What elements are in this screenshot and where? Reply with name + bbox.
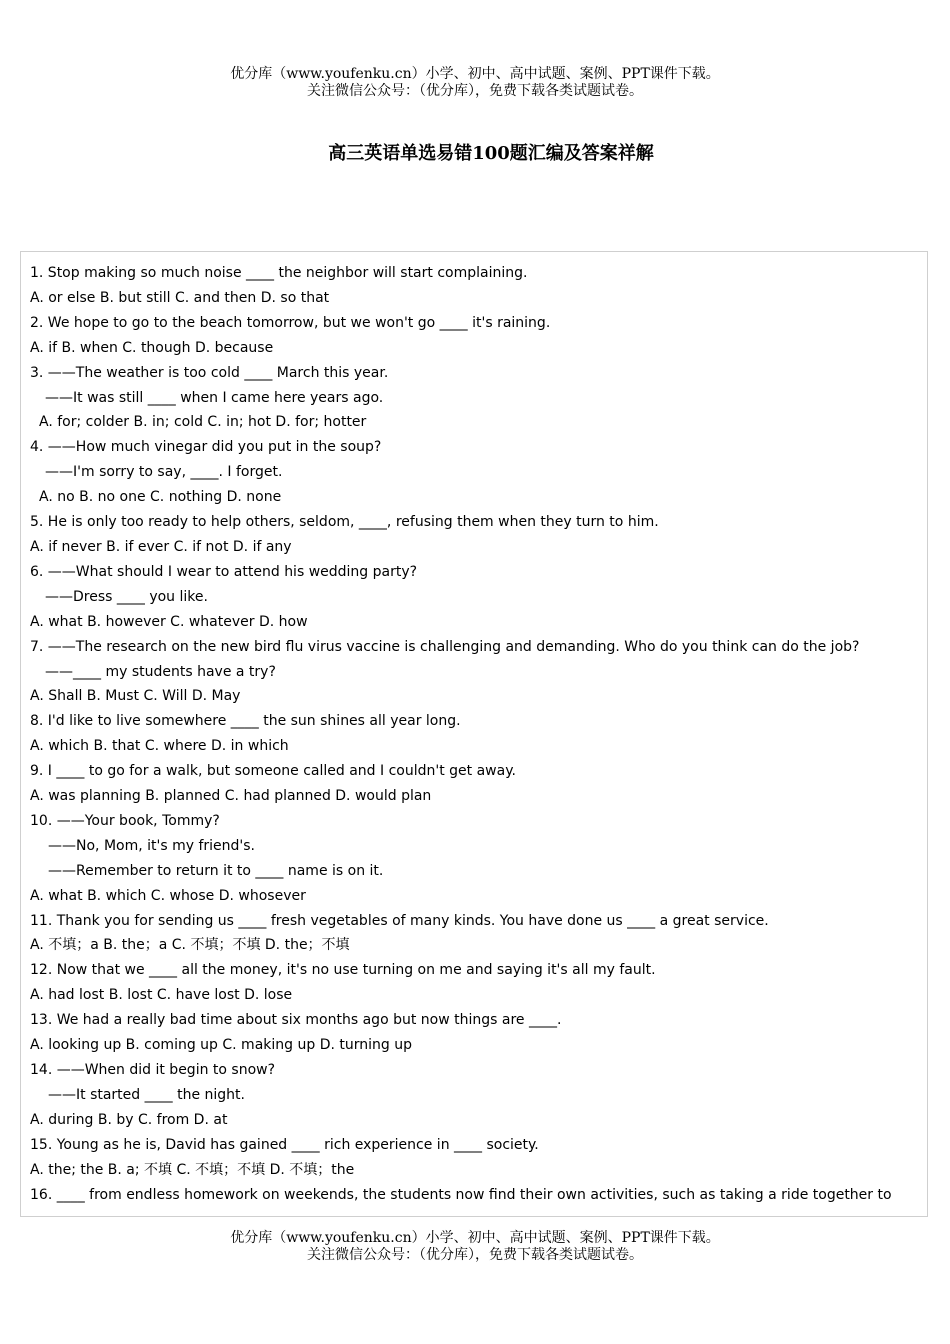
- header-line-2: 关注微信公众号：（优分库），免费下载各类试题试卷。: [307, 83, 643, 99]
- question-line: 4. ——How much vinegar did you put in the soup?: [30, 439, 382, 456]
- question-line: 10. ——Your book, Tommy?: [30, 812, 220, 829]
- question-line: 13. We had a really bad time about six months ago but now things are ____.: [30, 1012, 562, 1029]
- page-header: [0, 66, 950, 100]
- answer-options: A. was planning B. planned C. had planned D. would plan: [30, 788, 432, 805]
- answer-options: A. looking up B. coming up C. making up D. turning up: [30, 1037, 412, 1054]
- answer-options: A. during B. by C. from D. at: [30, 1111, 228, 1128]
- question-line: 7. ——The research on the new bird flu virus vaccine is challenging and demanding. Who do you think can do the job?: [30, 638, 860, 655]
- question-line: 14. ——When did it begin to snow?: [30, 1062, 276, 1078]
- question-line: 5. He is only too ready to help others, seldom, ____, refusing them when they turn to him.: [30, 514, 659, 531]
- dialogue-line: ——No, Mom, it's my friend's.: [48, 837, 256, 854]
- question-list: [21, 252, 927, 1207]
- dialogue-line: ——Dress ____ you like.: [45, 588, 208, 605]
- answer-options: A. 不填；a B. the；a C. 不填；不填 D. the；不填: [30, 937, 350, 954]
- header-line-1: 优分库（www.youfenku.cn）小学、初中、高中试题、案例、PPT课件下载。: [230, 66, 720, 82]
- dialogue-line: ——It was still ____ when I came here years ago.: [45, 389, 384, 406]
- question-line: 9. I ____ to go for a walk, but someone called and I couldn't get away.: [30, 763, 516, 780]
- footer-line-1: 优分库（www.youfenku.cn）小学、初中、高中试题、案例、PPT课件下载。: [230, 1230, 720, 1246]
- question-line: 11. Thank you for sending us ____ fresh vegetables of many kinds. You have done us ____ a great service.: [30, 912, 769, 929]
- answer-options: A. the; the B. a; 不填 C. 不填；不填 D. 不填；the: [30, 1161, 355, 1178]
- answer-options: A. if never B. if ever C. if not D. if any: [30, 538, 292, 555]
- dialogue-line: ——Remember to return it to ____ name is on it.: [48, 862, 384, 879]
- answer-options: A. which B. that C. where D. in which: [30, 738, 289, 755]
- answer-options: A. Shall B. Must C. Will D. May: [30, 688, 241, 705]
- dialogue-line: ——I'm sorry to say, ____. I forget.: [45, 464, 283, 481]
- question-line: 8. I'd like to live somewhere ____ the sun shines all year long.: [30, 713, 461, 730]
- question-box: [20, 251, 928, 1217]
- question-line: 12. Now that we ____ all the money, it's no use turning on me and saying it's all my fault.: [30, 962, 656, 979]
- question-line: 15. Young as he is, David has gained ____ rich experience in ____ society.: [30, 1136, 539, 1153]
- document-title: 高三英语单选易错100题汇编及答案祥解: [328, 143, 654, 164]
- answer-options: A. if B. when C. though D. because: [30, 339, 274, 356]
- question-line: 16. ____ from endless homework on weekends, the students now find their own activities, such as taking a ride together to: [30, 1186, 892, 1203]
- question-line: 6. ——What should I wear to attend his wedding party?: [30, 563, 418, 580]
- footer-line-2: 关注微信公众号：（优分库），免费下载各类试题试卷。: [307, 1247, 643, 1263]
- answer-options: A. or else B. but still C. and then D. so that: [30, 289, 330, 306]
- answer-options: A. no B. no one C. nothing D. none: [39, 489, 282, 506]
- question-line: 3. ——The weather is too cold ____ March this year.: [30, 364, 389, 381]
- question-line: 1. Stop making so much noise ____ the neighbor will start complaining.: [30, 265, 528, 281]
- answer-options: A. for; colder B. in; cold C. in; hot D. for; hotter: [39, 414, 367, 431]
- answer-options: A. had lost B. lost C. have lost D. lose: [30, 987, 293, 1004]
- answer-options: A. what B. which C. whose D. whosever: [30, 887, 306, 904]
- dialogue-line: ——It started ____ the night.: [48, 1086, 245, 1103]
- answer-options: A. what B. however C. whatever D. how: [30, 613, 308, 630]
- question-line: 2. We hope to go to the beach tomorrow, but we won't go ____ it's raining.: [30, 314, 551, 331]
- page-footer: [0, 1230, 950, 1264]
- dialogue-line: ——____ my students have a try?: [45, 663, 276, 680]
